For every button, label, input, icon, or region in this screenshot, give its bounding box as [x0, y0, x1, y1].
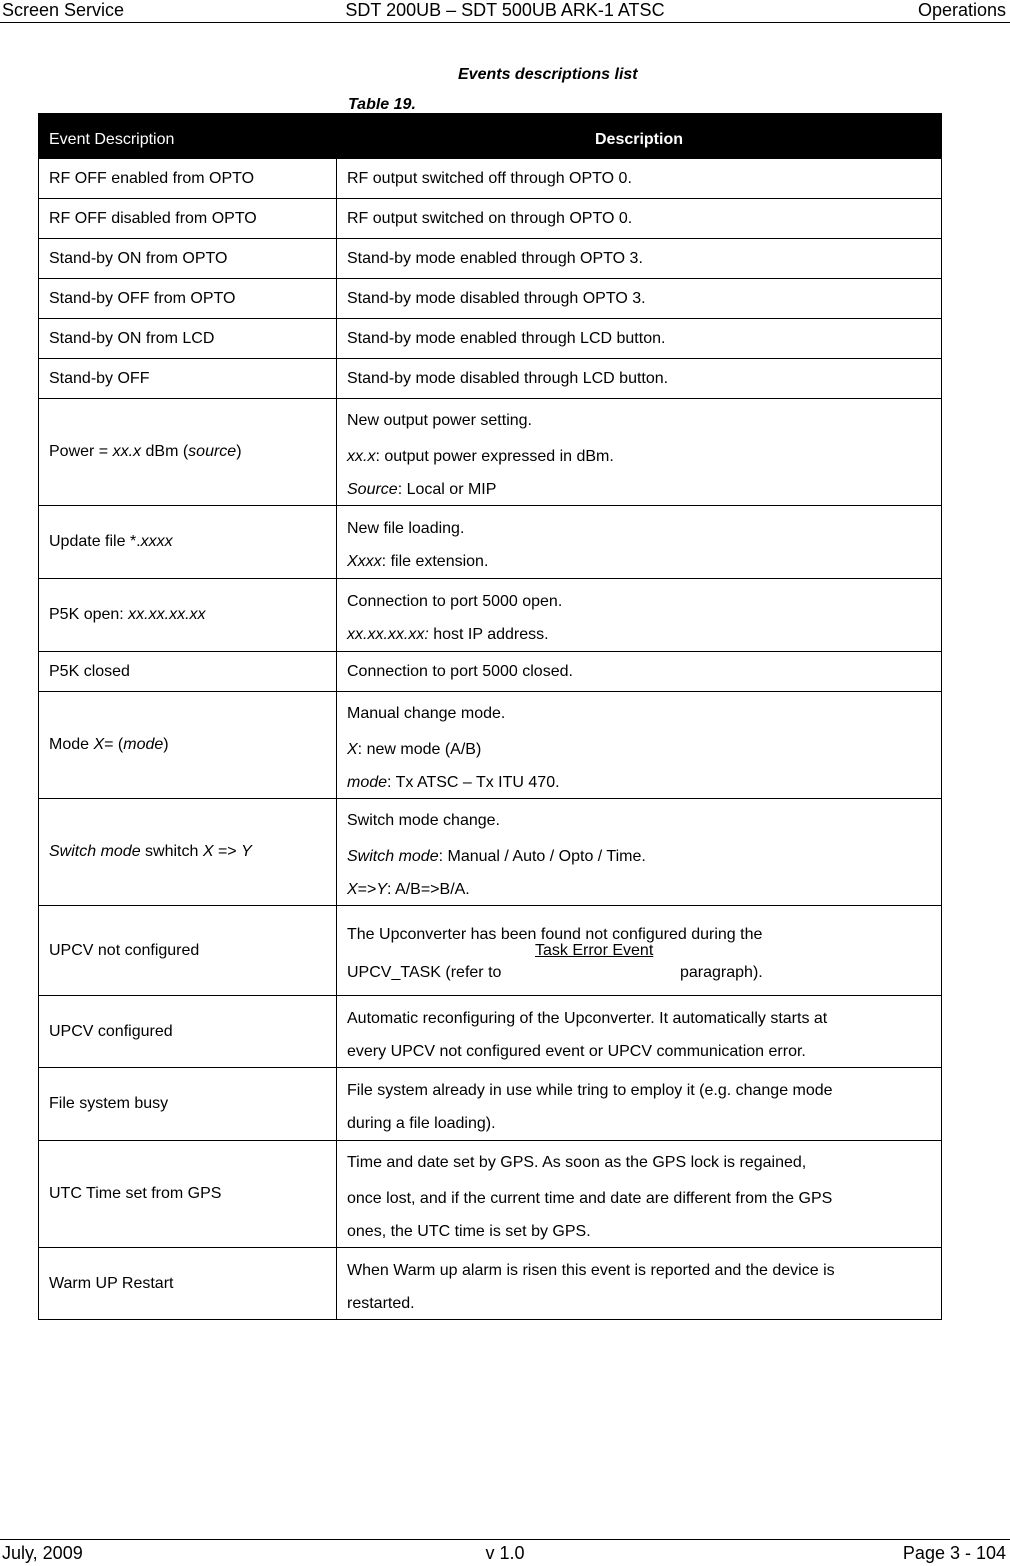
event-cell: P5K closed	[39, 652, 337, 692]
col-header-event: Event Description	[39, 114, 337, 159]
footer-date: July, 2009	[2, 1543, 83, 1563]
description-cell: Connection to port 5000 open. xx.xx.xx.xx: host IP address.	[337, 579, 942, 652]
footer-page-number: Page 3 - 104	[902, 1543, 1006, 1563]
events-table	[38, 113, 942, 1320]
description-cell: Connection to port 5000 closed.	[337, 652, 942, 692]
section-title: Events descriptions list	[458, 66, 638, 83]
event-cell: UPCV not configured	[39, 906, 337, 996]
description-cell: New output power setting. xx.x: output power expressed in dBm. Source: Local or MIP	[337, 399, 942, 506]
description-cell: Stand-by mode enabled through OPTO 3.	[337, 239, 942, 279]
event-cell: UTC Time set from GPS	[39, 1141, 337, 1248]
page-footer	[0, 1539, 1010, 1566]
event-cell: Stand-by ON from OPTO	[39, 239, 337, 279]
table-row-switch	[39, 799, 942, 906]
event-cell: RF OFF disabled from OPTO	[39, 199, 337, 239]
event-cell: File system busy	[39, 1068, 337, 1141]
description-cell: Manual change mode. X: new mode (A/B) mode: Tx ATSC – Tx ITU 470.	[337, 692, 942, 799]
table-row-p5k-closed	[39, 652, 942, 692]
table-row-upcv-configured	[39, 996, 942, 1068]
description-cell: RF output switched off through OPTO 0.	[337, 159, 942, 199]
table-row-p5k-open	[39, 579, 942, 652]
description-cell: When Warm up alarm is risen this event is reported and the device is restarted.	[337, 1248, 942, 1320]
table-row-upcv-not-configured	[39, 906, 942, 996]
description-cell: Stand-by mode disabled through OPTO 3.	[337, 279, 942, 319]
event-cell: Stand-by ON from LCD	[39, 319, 337, 359]
table-row	[39, 359, 942, 399]
header-right: Operations	[917, 0, 1006, 20]
table-row	[39, 159, 942, 199]
event-cell: Warm UP Restart	[39, 1248, 337, 1320]
table-row-warm-up	[39, 1248, 942, 1320]
description-cell: File system already in use while tring to employ it (e.g. change mode during a file loading).	[337, 1068, 942, 1141]
description-cell: Stand-by mode disabled through LCD button.	[337, 359, 942, 399]
event-cell: P5K open: xx.xx.xx.xx	[39, 579, 337, 652]
header-left: Screen Service	[2, 0, 125, 20]
event-cell: Stand-by OFF from OPTO	[39, 279, 337, 319]
col-header-description: Description	[337, 114, 942, 159]
page-header	[0, 0, 1010, 23]
table-row	[39, 239, 942, 279]
event-cell: Switch mode swhitch X => Y	[39, 799, 337, 906]
table-row	[39, 319, 942, 359]
table-row-utc	[39, 1141, 942, 1248]
table-row-fs-busy	[39, 1068, 942, 1141]
table-caption: Table 19.	[348, 98, 416, 111]
description-cell: Time and date set by GPS. As soon as the GPS lock is regained, once lost, and if the current time and date are different from the GPS ones, the UTC time is set by GPS.	[337, 1141, 942, 1248]
event-cell: Power = xx.x dBm (source)	[39, 399, 337, 506]
description-cell: Automatic reconfiguring of the Upconverter. It automatically starts at every UPCV not configured event or UPCV communication error.	[337, 996, 942, 1068]
table-row	[39, 199, 942, 239]
table-header-row	[39, 114, 942, 159]
footer-version: v 1.0	[485, 1543, 525, 1563]
header-center: SDT 200UB – SDT 500UB ARK-1 ATSC	[345, 0, 665, 20]
table-row-mode	[39, 692, 942, 799]
table-row-update	[39, 506, 942, 579]
event-cell: Mode X= (mode)	[39, 692, 337, 799]
description-cell: New file loading. Xxxx: file extension.	[337, 506, 942, 579]
event-cell: Update file *.xxxx	[39, 506, 337, 579]
description-cell: RF output switched on through OPTO 0.	[337, 199, 942, 239]
event-cell: RF OFF enabled from OPTO	[39, 159, 337, 199]
event-cell: UPCV configured	[39, 996, 337, 1068]
table-row-power	[39, 399, 942, 506]
task-error-event-link[interactable]: Task Error Event	[535, 941, 654, 959]
description-cell: The Upconverter has been found not configured during the UPCV_TASK (refer to Task Error Event paragraph).	[337, 906, 942, 996]
description-cell: Stand-by mode enabled through LCD button.	[337, 319, 942, 359]
event-cell: Stand-by OFF	[39, 359, 337, 399]
description-cell: Switch mode change. Switch mode: Manual / Auto / Opto / Time. X=>Y: A/B=>B/A.	[337, 799, 942, 906]
table-row	[39, 279, 942, 319]
